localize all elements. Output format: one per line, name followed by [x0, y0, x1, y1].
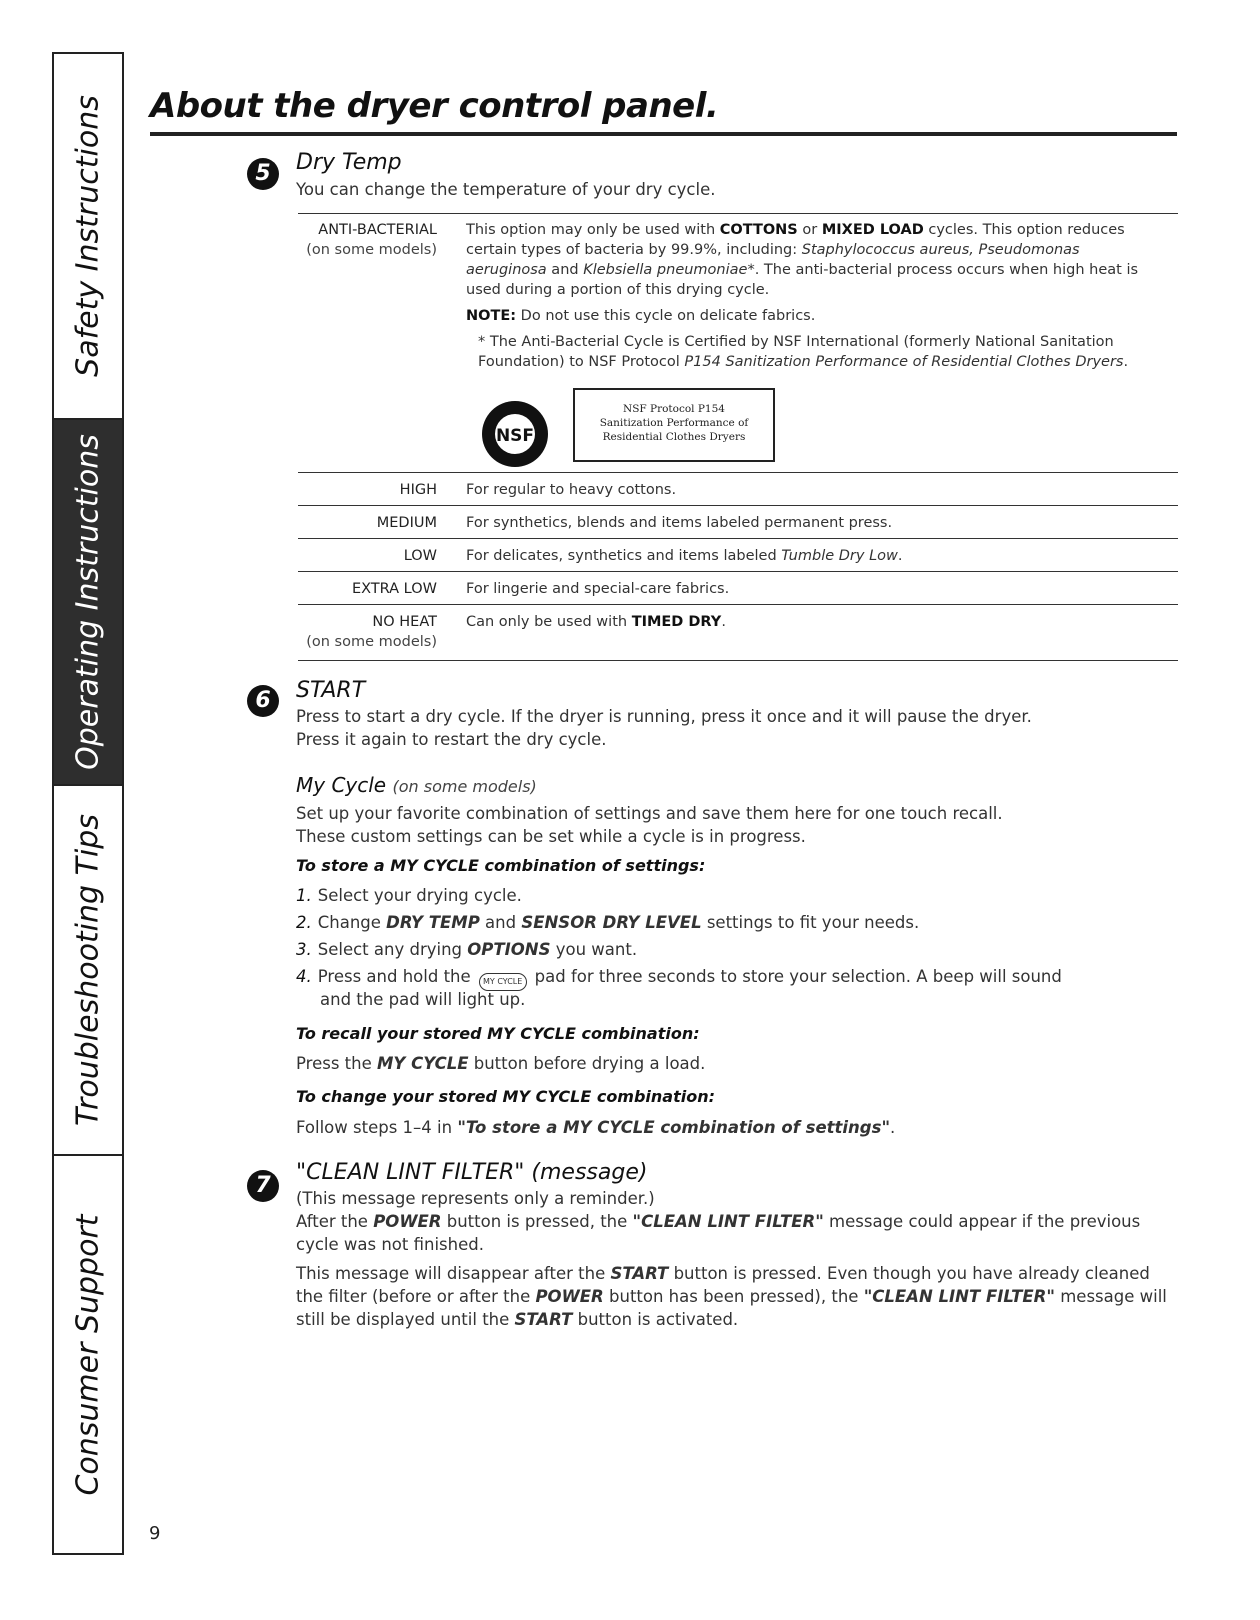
store-step-2: 2. Change DRY TEMP and SENSOR DRY LEVEL settings to fit your needs. — [296, 913, 920, 932]
my-cycle-line-1: Set up your favorite combination of settings and save them here for one touch recall. — [296, 804, 1003, 823]
start-line-1: Press to start a dry cycle. If the dryer is running, press it once and it will pause the dryer. — [296, 707, 1032, 726]
table-divider — [298, 604, 1178, 605]
nsf-residential-logo — [462, 388, 568, 468]
my-cycle-pad-icon: MY CYCLE — [479, 973, 527, 991]
option-desc-extra-low: For lingerie and special-care fabrics. — [466, 581, 730, 597]
tab-label: Troubleshooting Tips — [70, 814, 106, 1126]
nsf-protocol-box: NSF Protocol P154 Sanitization Performance of Residential Clothes Dryers — [573, 388, 775, 462]
table-divider — [298, 538, 1178, 539]
store-step-3: 3. Select any drying OPTIONS you want. — [296, 940, 638, 959]
certification-footnote: * The Anti-Bacterial Cycle is Certified by NSF International (formerly National Sanitation Foundation) to NSF Protocol P154 Sanitization Performance of Residential Clothes Dryers. — [478, 334, 1129, 370]
clean-lint-reminder: (This message represents only a reminder.) — [296, 1189, 655, 1208]
table-divider — [298, 472, 1178, 473]
option-name-low: LOW — [403, 548, 437, 564]
start-line-2: Press it again to restart the dry cycle. — [296, 730, 607, 749]
table-divider — [298, 660, 1178, 661]
dry-temp-title: Dry Temp — [296, 150, 402, 175]
option-desc-anti-bacterial: This option may only be used with COTTONS or MIXED LOAD cycles. This option reduces certain types of bacteria by 99.9%, including: Staphylococcus aureus, Pseudomonas aeruginosa and Klebsiella pneumoniae*. The anti-bacterial process occurs when high heat is used during a portion of this drying cycle. — [466, 222, 1139, 298]
tab-troubleshooting-tips[interactable] — [54, 786, 122, 1156]
option-name-anti-bacterial: ANTI-BACTERIAL (on some models) — [306, 222, 437, 258]
tab-consumer-support[interactable] — [54, 1156, 122, 1553]
page-title: About the dryer control panel. — [150, 86, 719, 126]
section-number-badge: 7 — [247, 1170, 279, 1202]
title-divider — [150, 132, 1177, 136]
option-desc-medium: For synthetics, blends and items labeled permanent press. — [466, 515, 893, 531]
anti-bacterial-note: NOTE: Do not use this cycle on delicate fabrics. — [466, 308, 816, 324]
change-text: Follow steps 1–4 in "To store a MY CYCLE combination of settings". — [296, 1118, 896, 1137]
table-divider — [298, 213, 1178, 214]
logo-arc-text: RESIDENTIAL — [469, 388, 547, 427]
option-desc-no-heat: Can only be used with TIMED DRY. — [466, 614, 726, 630]
start-title: START — [296, 678, 366, 703]
clean-lint-title: "CLEAN LINT FILTER" (message) — [296, 1160, 648, 1185]
option-desc-low: For delicates, synthetics and items labeled Tumble Dry Low. — [466, 548, 903, 564]
option-name-extra-low: EXTRA LOW — [351, 581, 437, 597]
recall-heading: To recall your stored MY CYCLE combination: — [296, 1024, 700, 1043]
section-number-badge: 5 — [247, 158, 279, 190]
dry-temp-intro: You can change the temperature of your dry cycle. — [296, 180, 716, 199]
section-sidebar — [52, 52, 124, 1555]
logo-mark: NSF — [495, 426, 535, 446]
my-cycle-title: My Cycle (on some models) — [296, 773, 537, 797]
table-divider — [298, 505, 1178, 506]
store-step-4-cont: and the pad will light up. — [320, 990, 526, 1009]
section-number-badge: 6 — [247, 685, 279, 717]
store-step-1: 1. Select your drying cycle. — [296, 886, 522, 905]
my-cycle-line-2: These custom settings can be set while a cycle is in progress. — [296, 827, 806, 846]
store-step-4: 4. Press and hold the MY CYCLE pad for three seconds to store your selection. A beep will sound — [296, 965, 1062, 991]
tab-label: Safety Instructions — [70, 95, 106, 377]
clean-lint-para-1: After the POWER button is pressed, the "CLEAN LINT FILTER" message could appear if the previous cycle was not finished. — [296, 1212, 1141, 1254]
tab-operating-instructions[interactable] — [54, 420, 122, 786]
clean-lint-para-2: This message will disappear after the START button is pressed. Even though you have already cleaned the filter (before or after the POWER button has been pressed), the "CLEAN LINT FILTER" message will still be displayed until the START button is activated. — [296, 1264, 1167, 1329]
table-divider — [298, 571, 1178, 572]
store-heading: To store a MY CYCLE combination of settings: — [296, 856, 706, 875]
option-desc-high: For regular to heavy cottons. — [466, 482, 677, 498]
page-number: 9 — [149, 1523, 161, 1544]
tab-label: Operating Instructions — [70, 434, 106, 770]
option-name-medium: MEDIUM — [376, 515, 437, 531]
option-name-high: HIGH — [399, 482, 437, 498]
tab-label: Consumer Support — [70, 1213, 106, 1496]
option-name-no-heat: NO HEAT (on some models) — [306, 614, 437, 650]
change-heading: To change your stored MY CYCLE combination: — [296, 1087, 716, 1106]
tab-safety-instructions[interactable] — [54, 54, 122, 420]
recall-text: Press the MY CYCLE button before drying a load. — [296, 1054, 706, 1073]
